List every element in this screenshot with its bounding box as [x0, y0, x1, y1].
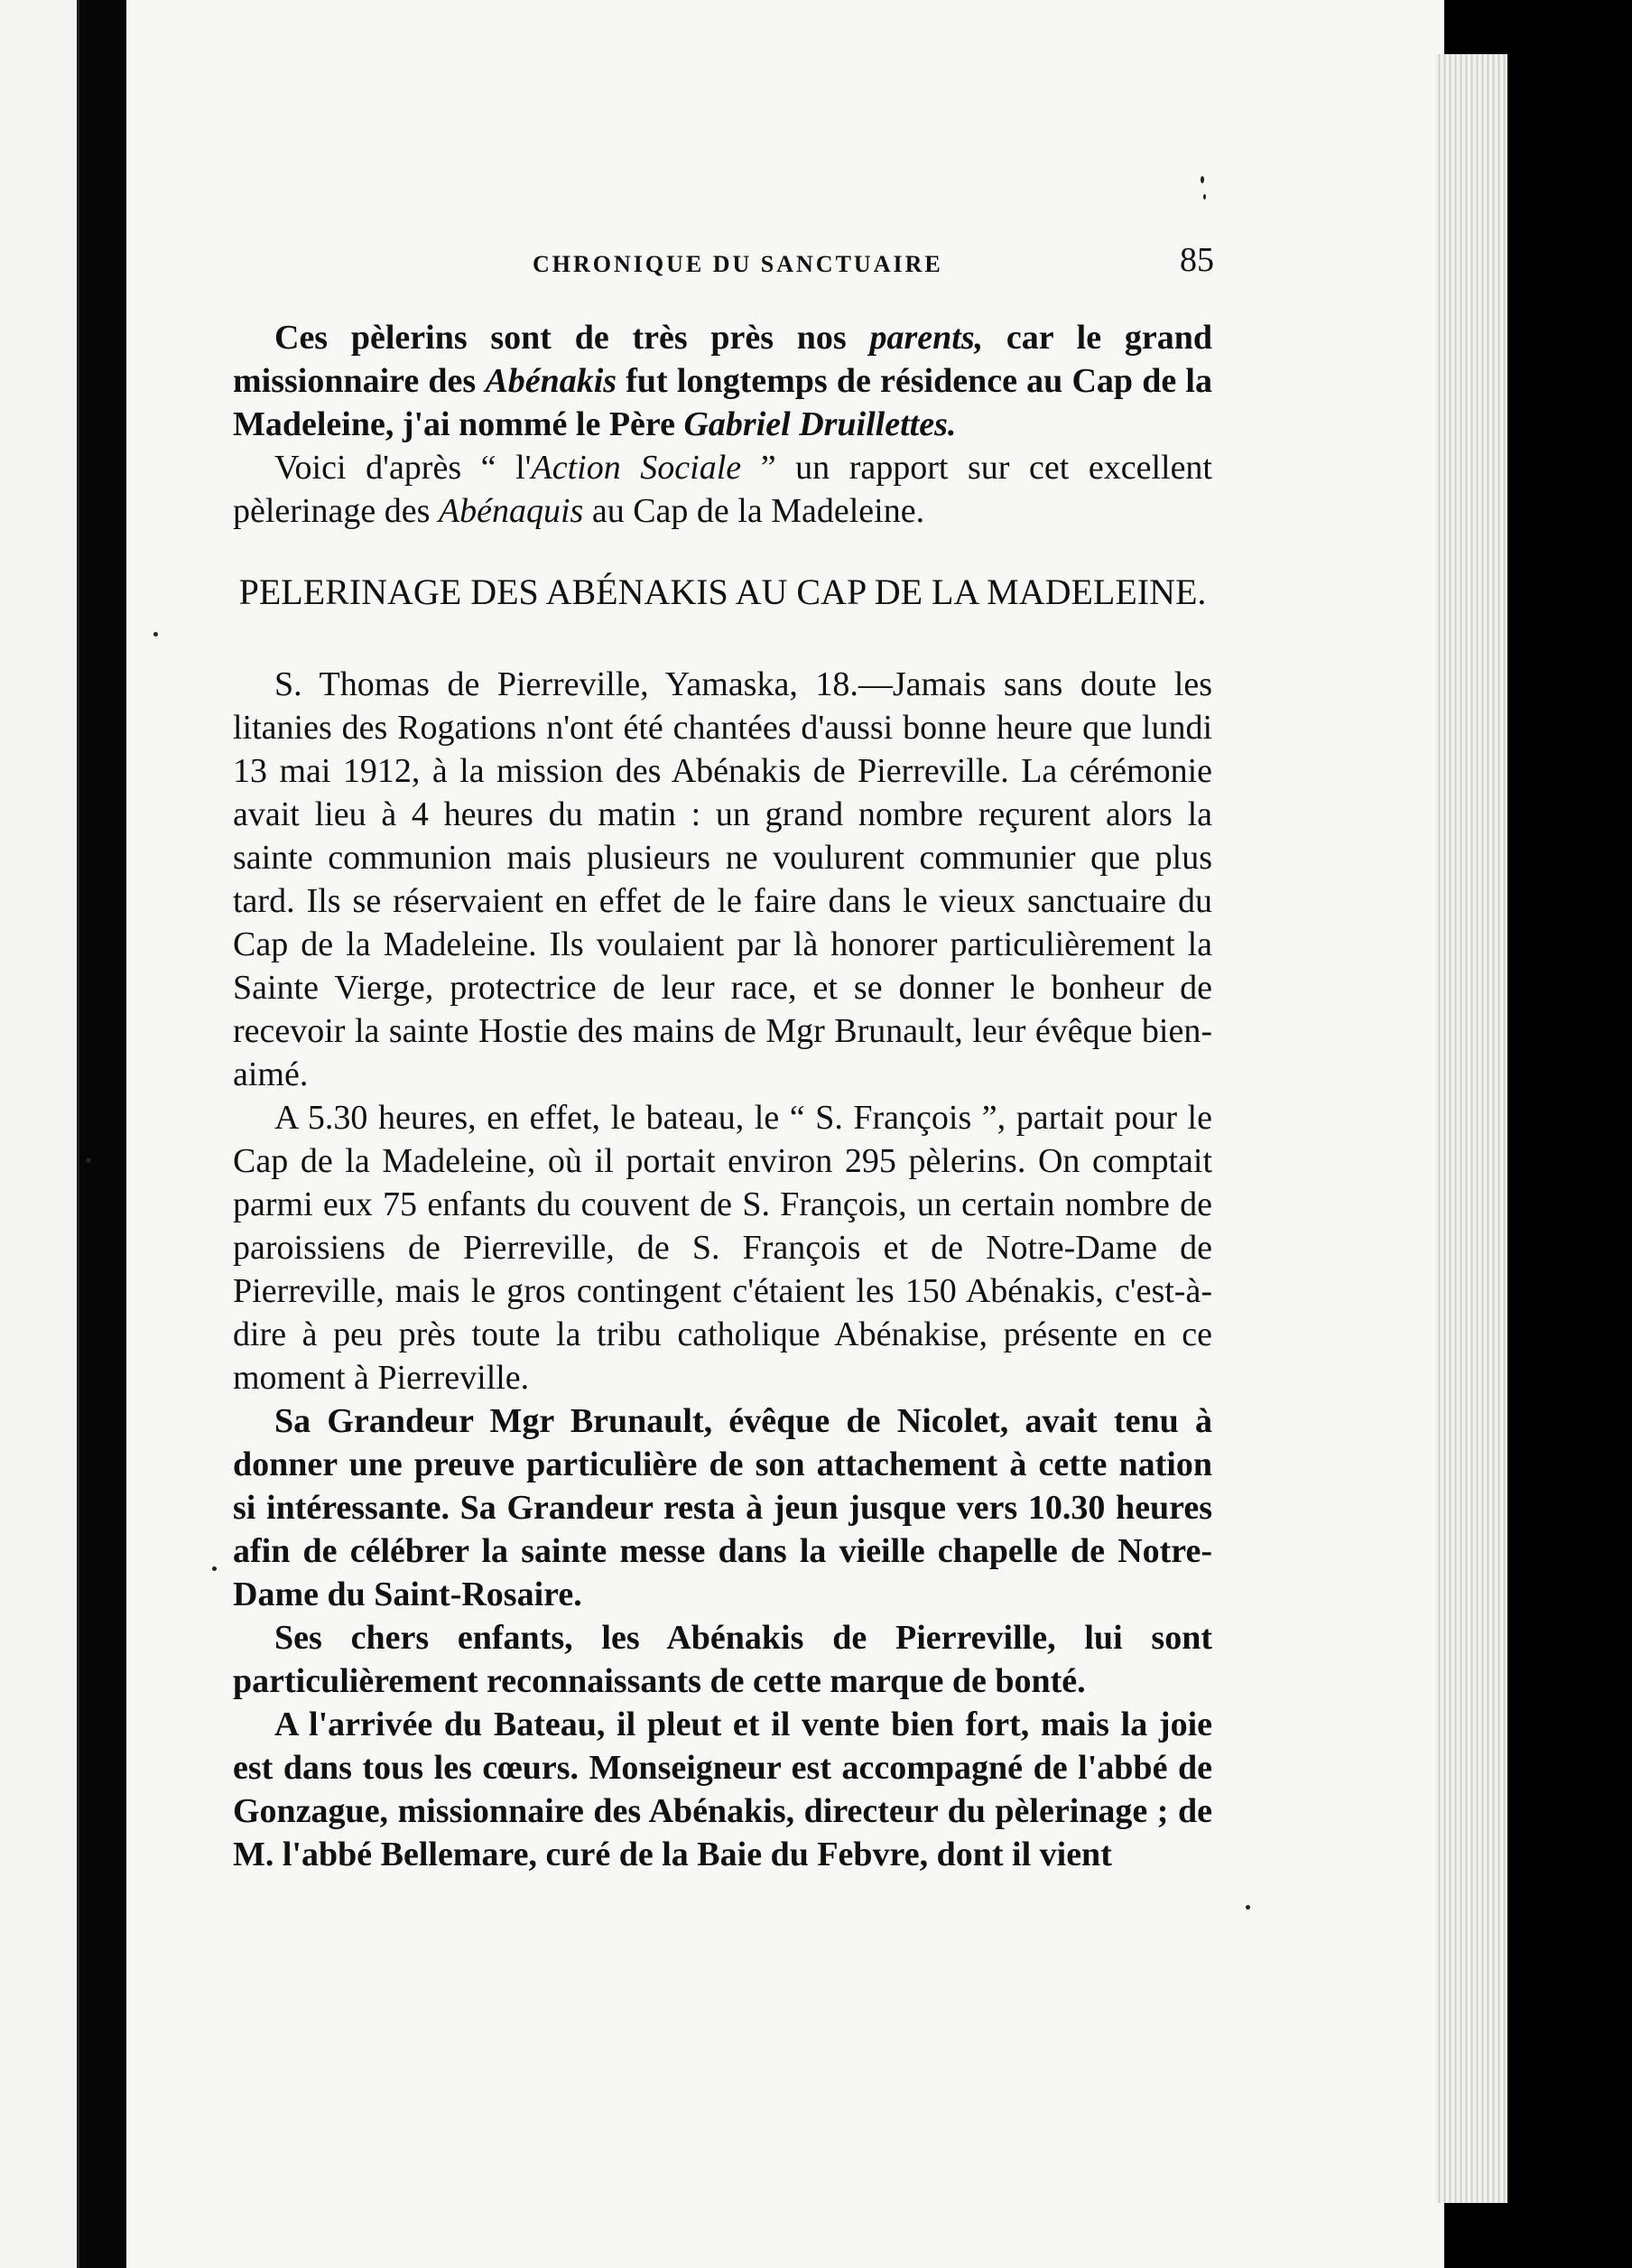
body-paragraph: S. Thomas de Pierreville, Yamaska, 18.—Jamais sans doute les litanies des Rogations n'ont été chantées d'aussi bonne heure que lundi 13 mai 1912, à la mission des Abénakis de Pierreville. La cérémonie avait lieu à 4 heures du matin : un grand nombre reçurent alors la sainte communion mais plusieurs ne voulurent communier que plus tard. Ils se réservaient en effet de le faire dans le vieux sanctuaire du Cap de la Madeleine. Ils voulaient par là honorer particulièrement la Sainte Vierge, protectrice de leur race, et se donner le bonheur de recevoir la sainte Hostie des mains de Mgr Brunault, leur évêque bien-aimé.: [233, 665, 1212, 1093]
text-run: Voici d'après “ l': [274, 449, 532, 487]
book-gutter: [79, 0, 126, 2268]
section-title: PELERINAGE DES ABÉNAKIS AU CAP DE LA MADELEINE.: [238, 572, 1207, 612]
scan-speck: [1246, 1905, 1250, 1910]
scan-speck: [1203, 194, 1206, 200]
body-paragraph: A 5.30 heures, en effet, le bateau, le “ S. François ”, partait pour le Cap de la Madeleine, où il portait environ 295 pèlerins. On comptait parmi eux 75 enfants du couvent de S. François, un certain nombre de paroissiens de Pierreville, de S. François et de Notre-Dame de Pierreville, mais le gros contingent c'étaient les 150 Abénakis, c'est-à-dire à peu près toute la tribu catholique Abénakise, présente en ce moment à Pierreville.: [233, 1099, 1212, 1397]
running-head: CHRONIQUE DU SANCTUAIRE: [533, 251, 943, 277]
text-run: car le grand missionnaire des: [233, 319, 1212, 400]
text-run: ” un rapport sur cet excellent pèlerinage des: [233, 449, 1212, 530]
text-run: Ces pèlerins sont de très près nos: [274, 319, 870, 357]
text-run: fut longtemps de résidence au Cap de la Madeleine, j'ai nommé le Père: [233, 362, 1212, 443]
italic-run: parents,: [869, 319, 984, 357]
page-body: [233, 316, 1212, 1876]
scan-border: [1507, 0, 1632, 2268]
body-paragraph: Ses chers enfants, les Abénakis de Pierreville, lui sont particulièrement reconnaissants de cette marque de bonté.: [233, 1619, 1212, 1700]
scan-speck: [212, 1566, 217, 1571]
page-edges: [1435, 54, 1507, 2203]
page-number: 85: [1180, 241, 1214, 279]
italic-run: Abénaquis: [438, 492, 584, 530]
intro-paragraph: [233, 446, 1212, 533]
italic-run: Abénakis: [485, 362, 617, 400]
text-run: au Cap de la Madeleine.: [583, 492, 925, 530]
body-paragraph: Sa Grandeur Mgr Brunault, évêque de Nicolet, avait tenu à donner une preuve particulière de son attachement à cette nation si intéressante. Sa Grandeur resta à jeun jusque vers 10.30 heures afin de célébrer la sainte messe dans la vieille chapelle de Notre-Dame du Saint-Rosaire.: [233, 1402, 1212, 1613]
intro-paragraph: [233, 316, 1212, 446]
scan-speck: [1201, 176, 1204, 183]
scan-speck: [153, 632, 158, 637]
body-paragraph: A l'arrivée du Bateau, il pleut et il vente bien fort, mais la joie est dans tous les cœurs. Monseigneur est accompagné de l'abbé de Gonzague, missionnaire des Abénakis, directeur du pèlerinage ; de M. l'abbé Bellemare, curé de la Baie du Febvre, dont il vient: [233, 1706, 1212, 1873]
italic-run: Gabriel Druillettes.: [683, 405, 957, 443]
scan-speck: [86, 1157, 91, 1163]
italic-run: Action Sociale: [531, 449, 742, 487]
facing-page-edge: [0, 0, 79, 2268]
